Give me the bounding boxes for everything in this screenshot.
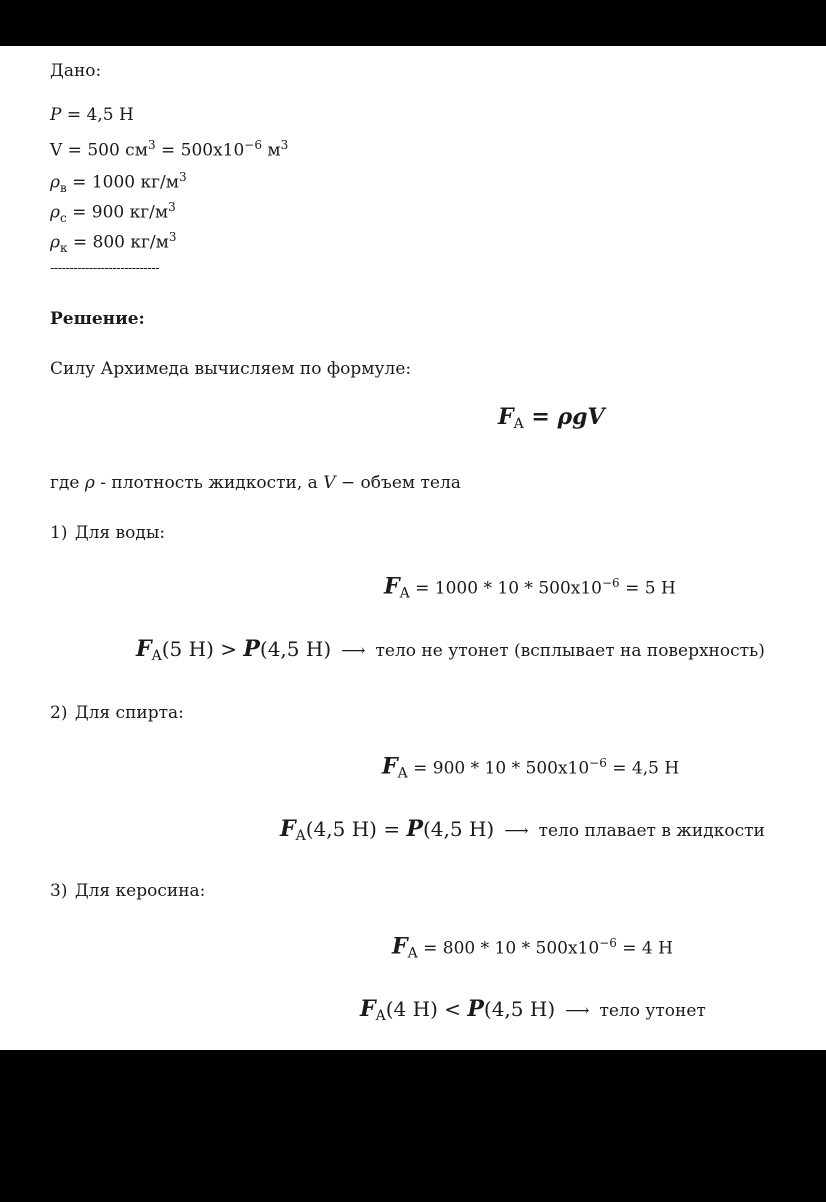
case-kerosene-calc: $F_A = 800 * 10 * 500x10^{-6} = 4$ Н [392, 933, 673, 962]
given-weight: P = 4,5 Н [50, 105, 134, 125]
case-kerosene-comparison: $F_A(4$ Н) < P(4,5 Н) ⟶ тело утонет [360, 996, 706, 1024]
case-water-calc: $F_A = 1000 * 10 * 500x10^{-6} = 5$ Н [384, 573, 676, 602]
case-kerosene-heading: 3) Для керосина: [50, 881, 206, 901]
main-formula: FA = ρgV [498, 404, 605, 432]
case-alcohol-calc: $F_A = 900 * 10 * 500x10^{-6} = 4,5$ Н [382, 753, 680, 782]
given-heading: Дано: [50, 61, 102, 81]
document-page [0, 46, 826, 1050]
given-density-water: $\rho_в = 1000$ $кг/м^3$ [50, 170, 187, 196]
case-water-comparison: $F_A(5$ Н) > P(4,5 Н) ⟶ тело не утонет (всплывает на поверхность) [136, 636, 765, 664]
given-density-alcohol: $\rho_с = 900$ $кг/м^3$ [50, 200, 176, 226]
given-volume: V = 500 $см^3 = 500x10^{-6}$ $м^3$ [50, 138, 289, 161]
case-alcohol-heading: 2) Для спирта: [50, 703, 184, 723]
solution-heading: Решение: [50, 309, 145, 329]
given-divider: ---------------------------- [50, 261, 159, 276]
case-water-heading: 1) Для воды: [50, 523, 166, 543]
given-density-kerosene: $\rho_к = 800$ $кг/м^3$ [50, 230, 177, 256]
solution-intro: Силу Архимеда вычисляем по формуле: [50, 359, 412, 379]
case-alcohol-comparison: $F_A(4,5$ Н) = P(4,5 Н) ⟶ тело плавает в жидкости [280, 816, 765, 844]
formula-explanation: где ρ - плотность жидкости, а V − объем тела [50, 473, 461, 493]
